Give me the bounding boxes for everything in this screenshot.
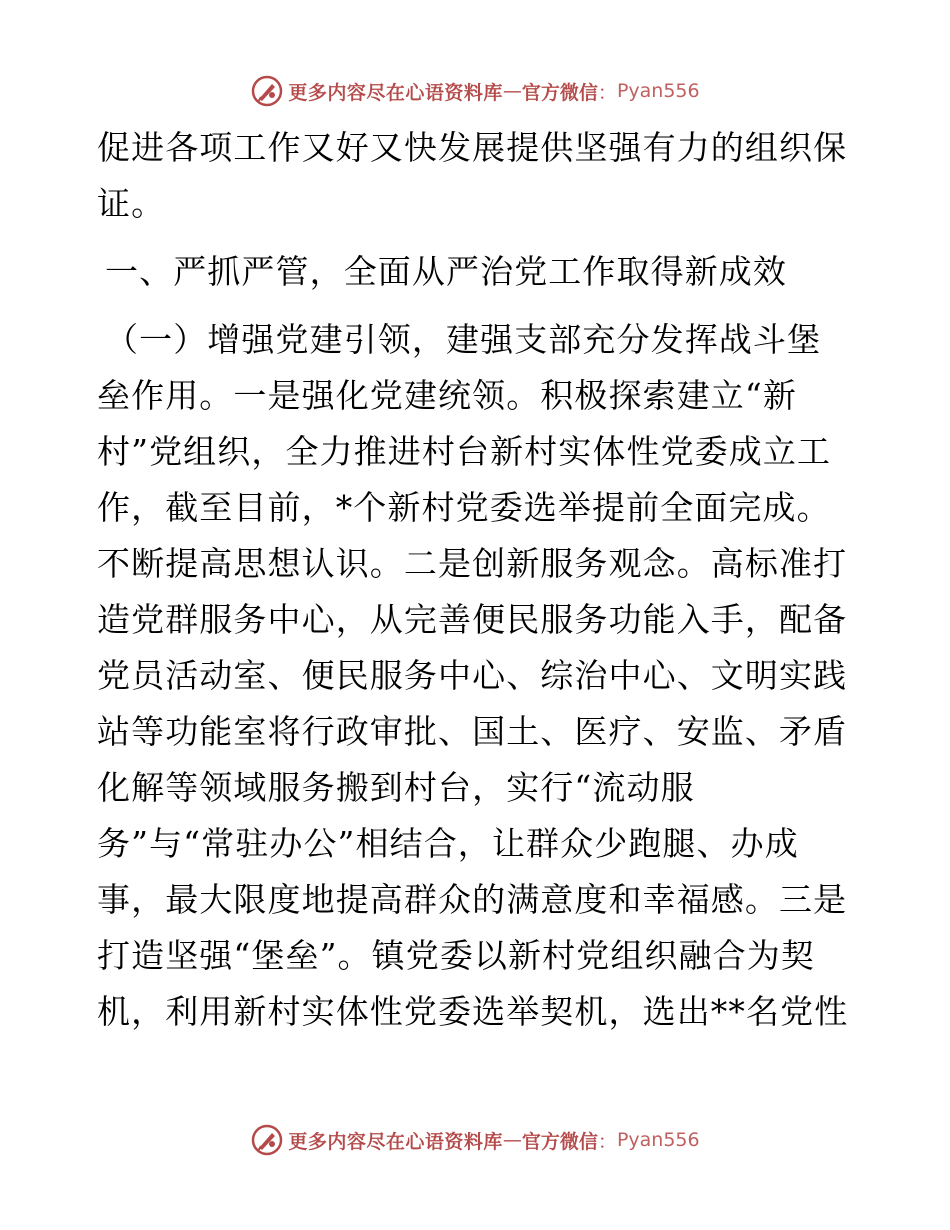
paragraph-line: 造党群服务中心，从完善便民服务功能入手，配备 <box>97 600 848 639</box>
header-watermark <box>0 71 950 111</box>
watermark-colon: ： <box>597 81 617 104</box>
paragraph-line: 党员活动室、便民服务中心、综治中心、文明实践 <box>97 656 848 695</box>
paragraph-line: 作，截至目前，*个新村党委选举提前全面完成。 <box>97 488 831 527</box>
paragraph-line: 打造坚强“堡垒”。镇党委以新村党组织融合为契 <box>97 936 815 975</box>
paragraph-line: 村”党组织，全力推进村台新村实体性党委成立工 <box>97 432 832 471</box>
watermark-colon: ： <box>597 1130 617 1153</box>
document-body <box>97 120 857 1040</box>
paragraph-line: 站等功能室将行政审批、国土、医疗、安监、矛盾 <box>97 712 848 751</box>
subsection-heading-line: （一）增强党建引领，建强支部充分发挥战斗堡 <box>105 320 822 359</box>
watermark-dash: — <box>502 1129 522 1151</box>
feather-pen-logo-icon <box>250 74 284 108</box>
paragraph-line: 务”与“常驻办公”相结合，让群众少跑腿、办成 <box>97 824 799 863</box>
paragraph-line: 不断提高思想认识。二是创新服务观念。高标准打 <box>97 544 848 583</box>
watermark-label: 官方微信 <box>521 81 598 104</box>
paragraph-line: 机，利用新村实体性党委选举契机，选出**名党性 <box>97 992 849 1031</box>
feather-pen-logo-icon <box>250 1123 284 1157</box>
paragraph-line: 促进各项工作又好又快发展提供坚强有力的组织保 <box>97 128 848 167</box>
watermark-wechat-id: Pyan556 <box>616 1129 700 1151</box>
paragraph-line: 证。 <box>97 184 166 223</box>
watermark-dash: — <box>502 80 522 102</box>
watermark-wechat-id: Pyan556 <box>616 80 700 102</box>
footer-watermark <box>0 1120 950 1160</box>
watermark-brand: 更多内容尽在心语资料库 <box>288 1130 503 1153</box>
paragraph-line: 事，最大限度地提高群众的满意度和幸福感。三是 <box>97 880 848 919</box>
watermark-brand: 更多内容尽在心语资料库 <box>288 81 503 104</box>
section-heading: 一、严抓严管，全面从严治党工作取得新成效 <box>105 252 787 291</box>
watermark-label: 官方微信 <box>521 1130 598 1153</box>
paragraph-line: 垒作用。一是强化党建统领。积极探索建立“新 <box>97 376 797 415</box>
paragraph-line: 化解等领域服务搬到村台，实行“流动服 <box>97 768 695 807</box>
